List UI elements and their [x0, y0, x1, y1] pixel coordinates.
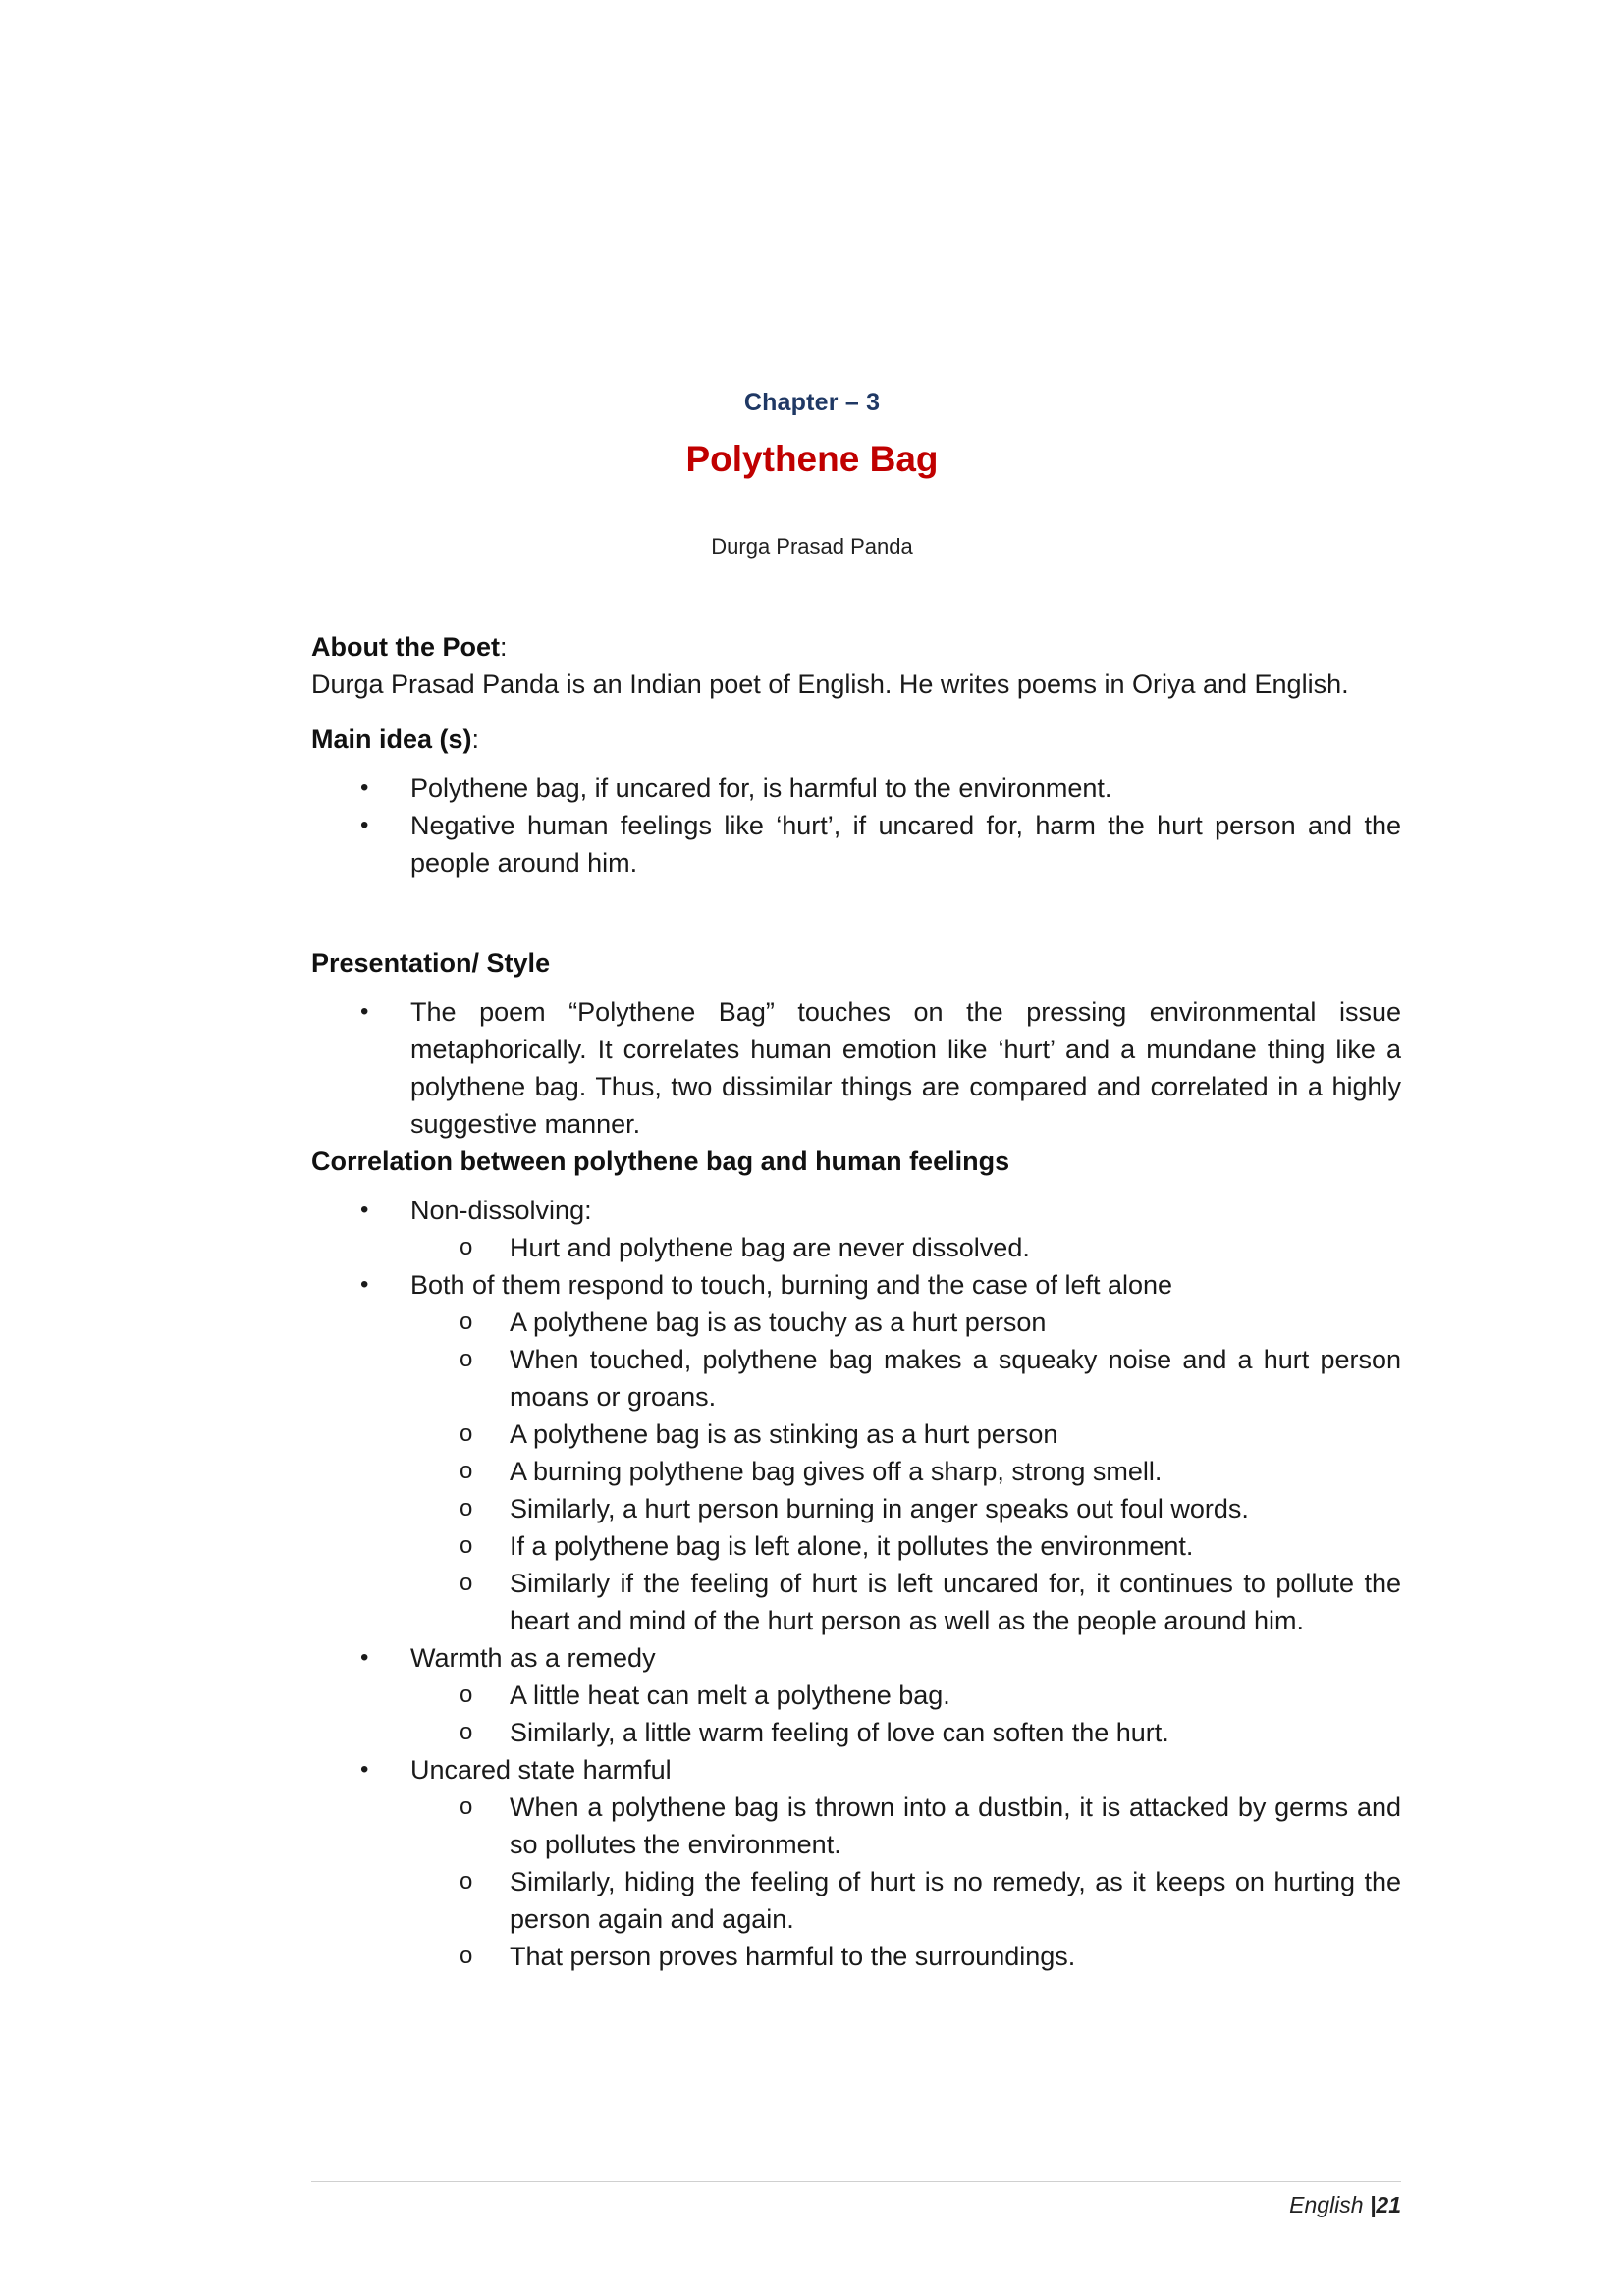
sub-bullet-icon: o — [460, 1793, 473, 1820]
sub-list-item — [311, 1453, 1401, 1490]
sub-list-item — [311, 1714, 1401, 1751]
sub-list-item — [311, 1229, 1401, 1266]
main-idea-colon: : — [471, 724, 480, 754]
about-heading-line — [311, 628, 1401, 666]
spacer — [311, 758, 1401, 770]
main-idea-heading: Main idea (s) — [311, 724, 472, 754]
main-idea-heading-line — [311, 721, 1401, 758]
sub-list — [410, 1229, 1401, 1266]
group-label: Warmth as a remedy — [410, 1643, 656, 1673]
sub-item-text: Similarly if the feeling of hurt is left uncared for, it continues to pollute the heart and mind of the hurt person as well as the people around him. — [510, 1569, 1401, 1635]
sub-list-item — [311, 1527, 1401, 1565]
list-item — [311, 1266, 1401, 1639]
about-colon: : — [499, 632, 508, 662]
presentation-list — [311, 993, 1401, 1143]
about-heading: About the Poet — [311, 632, 500, 662]
sub-list-item — [311, 1304, 1401, 1341]
sub-item-text: Similarly, hiding the feeling of hurt is no remedy, as it keeps on hurting the person again and again. — [510, 1867, 1401, 1934]
sub-item-text: Similarly, a hurt person burning in anger speaks out foul words. — [510, 1494, 1249, 1523]
sub-item-text: If a polythene bag is left alone, it pollutes the environment. — [510, 1531, 1194, 1561]
list-item — [311, 1192, 1401, 1266]
group-label: Non-dissolving: — [410, 1196, 592, 1225]
sub-list-item — [311, 1677, 1401, 1714]
sub-list-item — [311, 1490, 1401, 1527]
bullet-icon: • — [360, 998, 369, 1025]
about-text: Durga Prasad Panda is an Indian poet of English. He writes poems in Oriya and English. — [311, 669, 1349, 699]
sub-list-item — [311, 1863, 1401, 1938]
sub-bullet-icon: o — [460, 1346, 473, 1372]
bullet-icon: • — [360, 1644, 369, 1671]
sub-list-item — [311, 1341, 1401, 1415]
document-body — [311, 628, 1401, 1975]
sub-bullet-icon: o — [460, 1458, 473, 1484]
sub-list-item — [311, 1938, 1401, 1975]
sub-list — [410, 1304, 1401, 1639]
spacer — [311, 1180, 1401, 1192]
bullet-icon: • — [360, 1197, 369, 1223]
sub-bullet-icon: o — [460, 1943, 473, 1969]
sub-item-text: When touched, polythene bag makes a squeaky noise and a hurt person moans or groans. — [510, 1345, 1401, 1412]
chapter-title: Polythene Bag — [685, 439, 939, 479]
sub-bullet-icon: o — [460, 1420, 473, 1447]
spacer — [311, 703, 1401, 721]
sub-item-text: When a polythene bag is thrown into a dustbin, it is attacked by germs and so pollutes the environment. — [510, 1792, 1401, 1859]
group-label: Uncared state harmful — [410, 1755, 672, 1785]
sub-list-item — [311, 1565, 1401, 1639]
correlation-heading: Correlation between polythene bag and human feelings — [311, 1147, 1010, 1176]
sub-bullet-icon: o — [460, 1682, 473, 1708]
list-item — [311, 993, 1401, 1143]
sub-bullet-icon: o — [460, 1234, 473, 1260]
bullet-icon: • — [360, 774, 369, 801]
sub-list-item — [311, 1789, 1401, 1863]
sub-bullet-icon: o — [460, 1868, 473, 1895]
sub-bullet-icon: o — [460, 1719, 473, 1745]
correlation-list — [311, 1192, 1401, 1975]
footer-divider — [311, 2181, 1401, 2182]
sub-item-text: Similarly, a little warm feeling of love can soften the hurt. — [510, 1718, 1169, 1747]
list-item — [311, 807, 1401, 881]
sub-bullet-icon: o — [460, 1532, 473, 1559]
sub-item-text: A burning polythene bag gives off a sharp, strong smell. — [510, 1457, 1163, 1486]
author-name: Durga Prasad Panda — [711, 534, 913, 559]
sub-bullet-icon: o — [460, 1570, 473, 1596]
sub-item-text: A polythene bag is as touchy as a hurt person — [510, 1308, 1047, 1337]
bullet-icon: • — [360, 812, 369, 838]
page-number: 21 — [1376, 2192, 1401, 2217]
footer-subject: English — [1289, 2192, 1364, 2217]
list-item-text: Polythene bag, if uncared for, is harmful to the environment. — [410, 774, 1112, 803]
sub-list — [410, 1789, 1401, 1975]
main-idea-list — [311, 770, 1401, 881]
sub-item-text: That person proves harmful to the surroundings. — [510, 1942, 1076, 1971]
list-item-text: Negative human feelings like ‘hurt’, if uncared for, harm the hurt person and the people around him. — [410, 811, 1401, 878]
list-item — [311, 1751, 1401, 1975]
list-item — [311, 770, 1401, 807]
spacer — [311, 881, 1401, 944]
sub-item-text: A little heat can melt a polythene bag. — [510, 1681, 950, 1710]
sub-item-text: A polythene bag is as stinking as a hurt person — [510, 1419, 1058, 1449]
bullet-icon: • — [360, 1271, 369, 1298]
bullet-icon: • — [360, 1756, 369, 1783]
group-label: Both of them respond to touch, burning and the case of left alone — [410, 1270, 1173, 1300]
footer-separator: | — [1369, 2192, 1377, 2217]
sub-list-item — [311, 1415, 1401, 1453]
page-footer — [1289, 2192, 1401, 2218]
presentation-heading: Presentation/ Style — [311, 948, 551, 978]
list-item-text: The poem “Polythene Bag” touches on the pressing environmental issue metaphorically. It correlates human emotion like ‘hurt’ and a mundane thing like a polythene bag. Thus, two dissimilar things are compared and correlated in a highly suggestive manner. — [410, 997, 1401, 1139]
spacer — [311, 982, 1401, 993]
sub-list — [410, 1677, 1401, 1751]
sub-item-text: Hurt and polythene bag are never dissolved. — [510, 1233, 1030, 1262]
sub-bullet-icon: o — [460, 1495, 473, 1522]
chapter-label: Chapter – 3 — [743, 389, 881, 416]
sub-bullet-icon: o — [460, 1308, 473, 1335]
list-item — [311, 1639, 1401, 1751]
